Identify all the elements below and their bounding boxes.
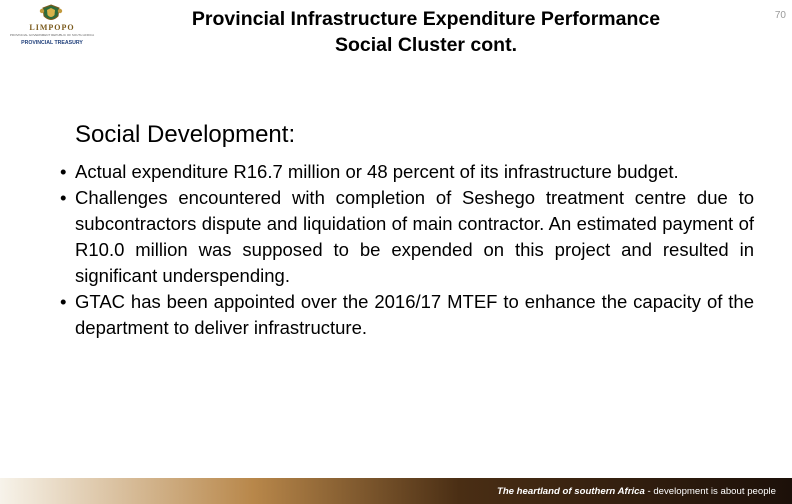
- slide-title: [120, 6, 732, 58]
- footer-tagline-rest: - development is about people: [644, 486, 776, 497]
- footer-band: [0, 478, 792, 504]
- page-number: 70: [774, 10, 786, 21]
- logo-department: PROVINCIAL TREASURY: [21, 40, 83, 46]
- bullet-item: [60, 185, 754, 289]
- bullet-item: [60, 289, 754, 341]
- footer-tagline: [497, 486, 776, 497]
- logo-name: LIMPOPO: [29, 23, 75, 32]
- title-line-1: Provincial Infrastructure Expenditure Performance: [191, 8, 661, 30]
- section-heading: Social Development:: [75, 121, 296, 148]
- limpopo-treasury-logo: [6, 4, 98, 50]
- bullet-text: Challenges encountered with completion of Seshego treatment centre due to subcontractors dispute and liquidation of main contractor. An estimated payment of R10.0 million was supposed to be expended on this project and resulted in significant underspending.: [75, 187, 754, 286]
- logo-subline: PROVINCIAL GOVERNMENT REPUBLIC OF SOUTH AFRICA: [9, 33, 95, 37]
- bullet-text: Actual expenditure R16.7 million or 48 percent of its infrastructure budget.: [75, 161, 679, 182]
- coat-of-arms-icon: [38, 4, 64, 24]
- bullet-text: GTAC has been appointed over the 2016/17 MTEF to enhance the capacity of the department to deliver infrastructure.: [75, 291, 754, 338]
- footer-tagline-main: The heartland of southern Africa: [496, 486, 645, 497]
- bullet-list: [60, 159, 754, 341]
- title-line-2: Social Cluster cont.: [334, 34, 518, 56]
- bullet-item: [60, 159, 754, 185]
- bullet-marker: •: [60, 291, 67, 312]
- bullet-marker: •: [60, 161, 67, 182]
- bullet-marker: •: [60, 187, 67, 208]
